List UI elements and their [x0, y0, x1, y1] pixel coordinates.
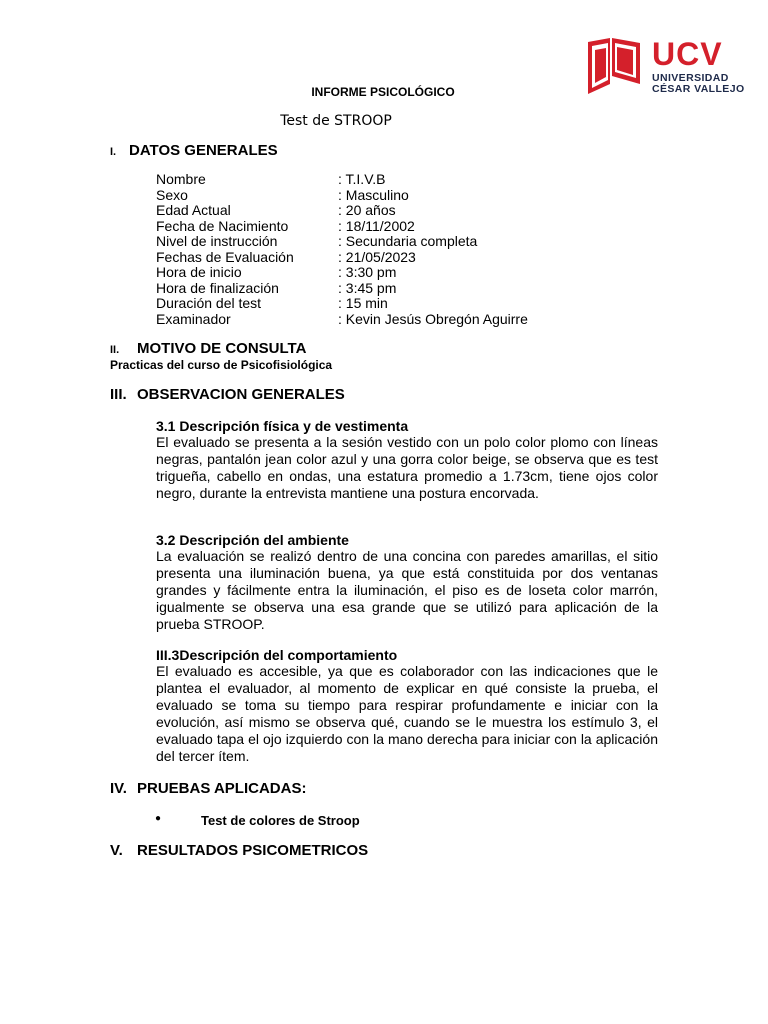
section-4-heading: [110, 780, 306, 797]
prueba-item: Test de colores de Stroop: [201, 813, 360, 828]
datos-row: [156, 312, 528, 328]
report-title: INFORME PSICOLÓGICO: [311, 85, 455, 99]
datos-key: Fechas de Evaluación: [156, 248, 294, 265]
datos-row: [156, 234, 528, 250]
section-1-heading: [110, 142, 278, 159]
datos-generales-list: [156, 172, 528, 327]
datos-key: Nivel de instrucción: [156, 233, 278, 249]
obs-1-text: El evaluado se presenta a la sesión vestido con un polo color plomo con líneas negras, pantalón jean color azul y una gorra color beige, se observa que es test trigueña, cabello en ondas, una estatura promedio a 1.73cm, tiene ojos color negro, durante la entrevista mantiene una postura encorvada.: [156, 434, 658, 502]
obs-3-text: El evaluado es accesible, ya que es colaborador con las indicaciones que le plantea el evaluador, al momento de explicar en qué consiste la prueba, el evaluado se toma su tiempo para respirar profundamente e iniciar con la evolución, así mismo se observa qué, cuando se le muestra los estímulo 3, el evaluado tapa el ojo izquierdo con la mano derecha para iniciar con la aplicación del tercer ítem.: [156, 663, 658, 765]
datos-value: : Kevin Jesús Obregón Aguirre: [338, 310, 528, 327]
datos-value: : 21/05/2023: [338, 248, 416, 265]
section-2-number: II.: [110, 344, 120, 356]
section-3-number: III.: [110, 386, 127, 403]
obs-3-title: III.3Descripción del comportamiento: [156, 647, 398, 663]
datos-key: Edad Actual: [156, 202, 231, 218]
datos-key: Nombre: [156, 171, 206, 187]
obs-1-title: 3.1 Descripción física y de vestimenta: [156, 418, 409, 434]
datos-row: [156, 281, 528, 297]
section-5-title: RESULTADOS PSICOMETRICOS: [137, 842, 369, 859]
section-2-title: MOTIVO DE CONSULTA: [137, 340, 307, 357]
section-3-title: OBSERVACION GENERALES: [137, 386, 345, 403]
ucv-line1: UNIVERSIDAD: [652, 72, 729, 84]
section-2-text: Practicas del curso de Psicofisiológica: [110, 358, 333, 372]
datos-value: : 3:45 pm: [338, 279, 397, 296]
section-4-title: PRUEBAS APLICADAS:: [137, 780, 307, 797]
bullet-icon: ●: [155, 813, 162, 824]
datos-key: Hora de inicio: [156, 264, 242, 280]
datos-value: : 20 años: [338, 202, 396, 218]
section-1-title: DATOS GENERALES: [129, 142, 278, 159]
datos-value: : Secundaria completa: [338, 233, 478, 249]
datos-key: Sexo: [156, 186, 188, 203]
section-4-number: IV.: [110, 780, 127, 797]
datos-value: : 3:30 pm: [338, 264, 397, 280]
datos-row: [156, 296, 528, 312]
section-5-heading: [110, 842, 368, 859]
section-3-heading: [110, 386, 345, 403]
report-subtitle: Test de STROOP: [280, 113, 392, 129]
datos-row: [156, 203, 528, 219]
section-2-heading: [110, 340, 306, 357]
datos-key: Duración del test: [156, 295, 262, 311]
datos-key: Fecha de Nacimiento: [156, 217, 289, 234]
obs-2-text: La evaluación se realizó dentro de una concina con paredes amarillas, el sitio presenta una iluminación buena, ya que está constituida por dos ventanas grandes y fácilmente entra la iluminación, el piso es de loseta color marrón, igualmente se observa una esa grande que se utilizó para aplicación de la prueba STROOP.: [156, 548, 658, 633]
ucv-line2: CÉSAR VALLEJO: [652, 83, 745, 95]
datos-row: [156, 172, 528, 188]
datos-row: [156, 250, 528, 266]
obs-2-title: 3.2 Descripción del ambiente: [156, 532, 349, 548]
section-1-number: I.: [110, 146, 117, 158]
datos-value: : Masculino: [338, 186, 409, 203]
datos-row: [156, 188, 528, 204]
datos-value: : 18/11/2002: [338, 217, 415, 234]
datos-key: Hora de finalización: [156, 279, 279, 296]
datos-row: [156, 219, 528, 235]
section-5-number: V.: [110, 842, 123, 859]
datos-key: Examinador: [156, 310, 231, 327]
datos-value: : 15 min: [338, 295, 388, 311]
ucv-acronym: UCV: [652, 36, 723, 72]
datos-row: [156, 265, 528, 281]
datos-value: : T.I.V.B: [338, 171, 386, 187]
